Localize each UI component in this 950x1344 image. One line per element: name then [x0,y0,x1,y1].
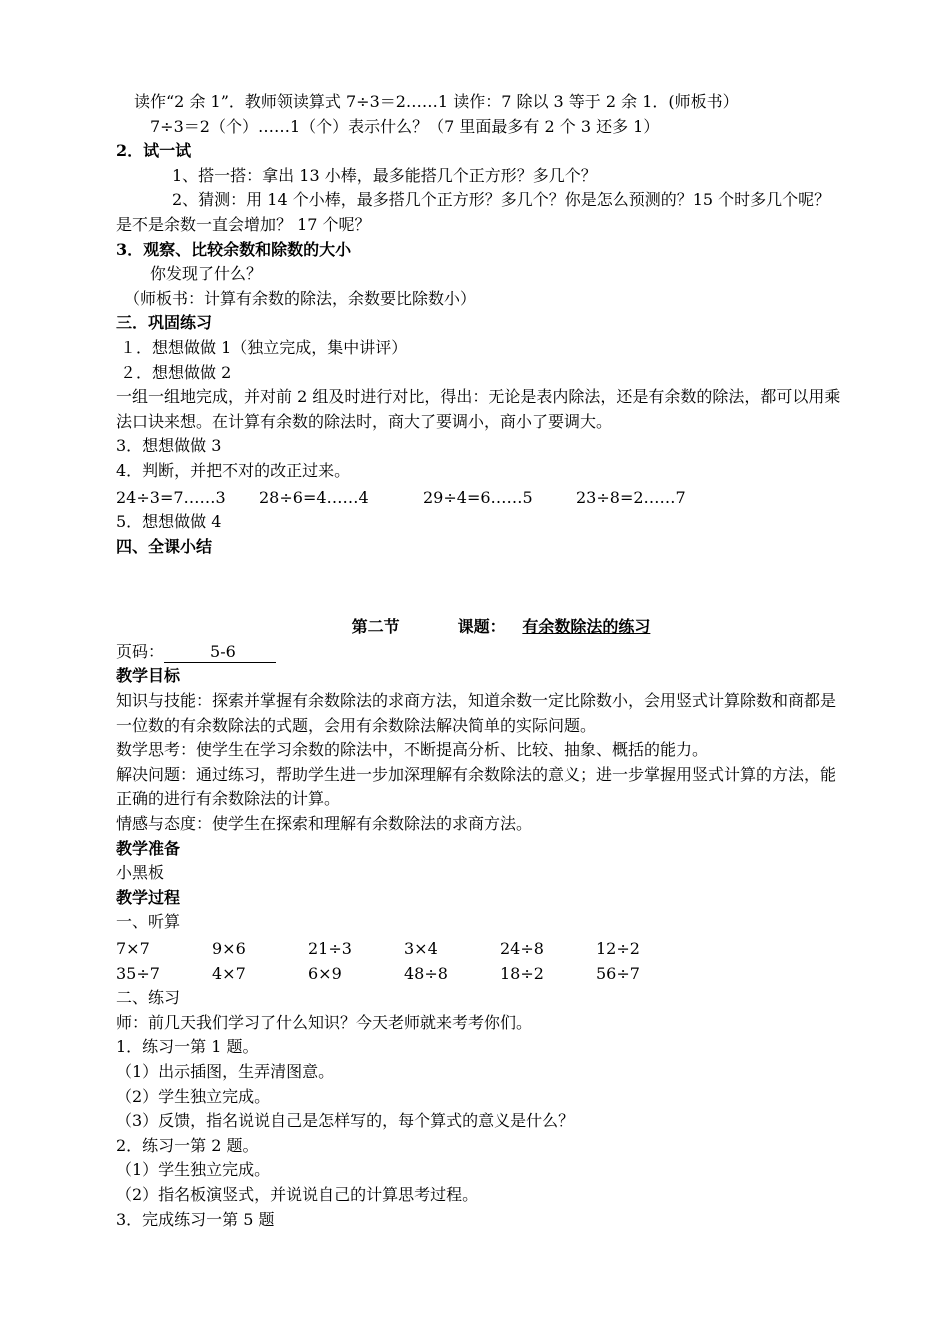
listen-expr: 56÷7 [596,963,640,983]
listen-expr: 9×6 [212,939,246,958]
practice-item-2: ２．想想做做 2 [120,362,232,382]
goal-knowledge: 知识与技能：探索并掌握有余数除法的求商方法，知道余数一定比除数小，会用竖式计算除数和商都是一位数的有余数除法的式题，会用有余数除法解决简单的实际问题。 [116,691,837,735]
listen-expr: 48÷8 [404,963,448,983]
exercise-heading: 二、练习 [116,988,181,1008]
listen-expr: 6×9 [308,963,342,983]
listen-expr: 12÷2 [596,939,640,958]
exercise-1-step-c: （3）反馈，指名说说自己是怎样写的，每个算式的意义是什么？ [116,1111,575,1131]
listen-heading: 一、听算 [116,912,181,932]
listen-row-1 [116,937,846,962]
observe-board-note: （师板书：计算有余数的除法，余数要比除数小） [124,288,477,308]
observe-question: 你发现了什么？ [150,264,263,284]
try-item-1: 1、搭一搭：拿出 13 小棒，最多能搭几个正方形？多几个？ [172,165,597,185]
goal-attitude: 情感与态度：使学生在探索和理解有余数除法的求商方法。 [116,814,533,834]
listen-expr: 24÷8 [500,939,544,958]
page-code-label: 页码： [116,641,165,661]
intro-line-1: 读作“2 余 1”．教师领读算式 7÷3＝2……1 读作：7 除以 3 等于 2 余 1．(师板书） [134,92,739,111]
topic-title: 有余数除法的练习 [522,617,651,637]
practice-item-3: 3．想想做做 3 [116,436,222,456]
judge-expressions [116,486,846,511]
exercise-1: 1．练习一第 1 题。 [116,1037,259,1057]
section-title [116,615,846,640]
prep-item: 小黑板 [116,863,165,883]
topic-label: 课题： [457,617,506,637]
intro-line-2: 7÷3＝2（个）……1（个）表示什么？（7 里面最多有 2 个 3 还多 1） [150,116,660,136]
judge-expr-1: 24÷3=7……3 [116,487,226,507]
practice-heading: 三．巩固练习 [116,313,213,333]
page-code-field [164,642,276,663]
exercise-2-step-b: （2）指名板演竖式，并说说自己的计算思考过程。 [116,1184,479,1204]
listen-expr: 35÷7 [116,963,160,983]
judge-expr-2: 28÷6=4……4 [259,487,369,507]
lesson-plan-content [116,90,846,1232]
exercise-2-step-a: （1）学生独立完成。 [116,1160,271,1180]
practice-item-5: 5．想想做做 4 [116,512,222,532]
section-gap [116,559,846,615]
practice-item-1: １．想想做做 1（独立完成，集中讲评） [120,337,408,357]
listen-expr: 7×7 [116,939,150,958]
try-item-2: 2、猜测：用 14 个小棒，最多搭几个正方形？多几个？你是怎么预测的？15 个时多几个呢？是不是余数一直会增加？ 17 个呢？ [116,190,831,234]
exercise-1-step-a: （1）出示插图，生弄清图意。 [116,1061,335,1081]
teacher-line: 师：前几天我们学习了什么知识？今天老师就来考考你们。 [116,1012,533,1032]
listen-expr: 18÷2 [500,963,544,983]
prep-heading: 教学准备 [116,838,181,858]
listen-row-2 [116,962,846,987]
listen-expr: 3×4 [404,939,438,958]
try-heading: 2．试一试 [116,141,192,161]
observe-heading: 3．观察、比较余数和除数的大小 [116,239,352,259]
exercise-1-step-b: （2）学生独立完成。 [116,1086,271,1106]
page-code-row [116,640,846,665]
goal-heading: 教学目标 [116,666,181,686]
listen-expr: 4×7 [212,963,246,983]
goal-math: 数学思考：使学生在学习余数的除法中，不断提高分析、比较、抽象、概括的能力。 [116,740,709,760]
listen-expr: 21÷3 [308,939,352,958]
page-code-value: 5-6 [210,641,236,661]
practice-item-2-desc: 一组一组地完成，并对前 2 组及时进行对比，得出：无论是表内除法，还是有余数的除法，都可以用乘法口诀来想。在计算有余数的除法时，商大了要调小，商小了要调大。 [116,387,841,431]
judge-expr-3: 29÷4=6……5 [423,487,533,507]
summary-heading: 四、全课小结 [116,536,213,556]
process-heading: 教学过程 [116,887,181,907]
practice-item-4: 4．判断，并把不对的改正过来。 [116,460,351,480]
exercise-3: 3．完成练习一第 5 题 [116,1209,275,1229]
exercise-2: 2．练习一第 2 题。 [116,1135,259,1155]
goal-problem: 解决问题：通过练习，帮助学生进一步加深理解有余数除法的意义；进一步掌握用竖式计算的方法，能正确的进行有余数除法的计算。 [116,764,837,809]
section-label: 第二节 [351,617,400,637]
judge-expr-4: 23÷8=2……7 [576,487,686,507]
